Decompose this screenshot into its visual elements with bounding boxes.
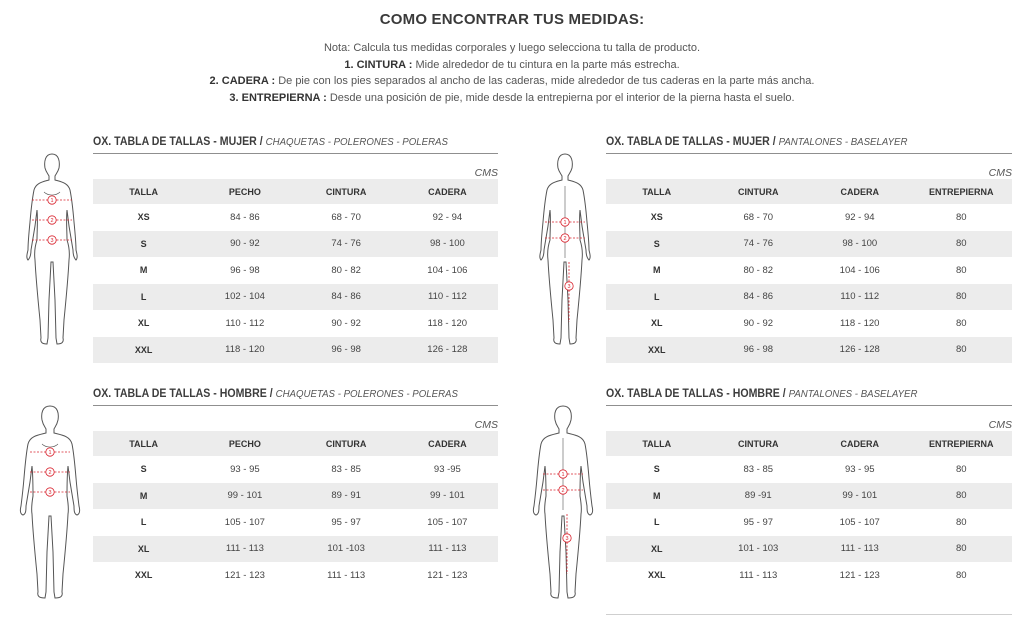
section-title: OX. TABLA DE TALLAS - MUJER / PANTALONES - BASELAYER — [606, 136, 908, 148]
step-waist: 1. CINTURA : Mide alrededor de tu cintura en la parte más estrecha. — [344, 58, 680, 71]
step-inseam: 3. ENTREPIERNA : Desde una posición de pie, mide desde la entrepierna por el interior de la pierna hasta el suelo. — [229, 91, 795, 104]
table-row — [606, 509, 1012, 536]
value-cell: 118 - 120 — [194, 337, 295, 364]
value-cell: 68 - 70 — [331, 211, 361, 223]
value-cell: 74 - 76 — [296, 231, 397, 258]
size-cell: XL — [137, 318, 150, 329]
table-row — [606, 536, 1012, 563]
unit-label: CMS — [474, 419, 498, 431]
value-cell: 110 - 112 — [397, 284, 498, 311]
marker-number: 1 — [563, 220, 567, 226]
table-row — [93, 456, 498, 483]
value-cell: 104 - 106 — [839, 264, 880, 276]
column-header: CADERA — [809, 179, 911, 204]
size-cell: M — [606, 483, 708, 510]
body-outline-icon — [533, 150, 597, 350]
column-header: CINTURA — [708, 179, 810, 204]
value-cell: 118 - 120 — [840, 317, 880, 329]
section-title: OX. TABLA DE TALLAS - HOMBRE / PANTALONES - BASELAYER — [606, 388, 918, 400]
table-row — [93, 284, 498, 311]
table-row — [93, 483, 498, 510]
value-cell: 126 - 128 — [809, 337, 911, 364]
value-cell: 118 - 120 — [427, 317, 468, 329]
value-cell: 90 - 92 — [331, 317, 361, 329]
value-cell: 84 - 86 — [296, 284, 397, 311]
bottom-divider — [606, 614, 1012, 615]
value-cell: 126 - 128 — [397, 337, 498, 364]
size-cell: XL — [650, 318, 663, 329]
body-silhouette — [20, 406, 79, 598]
step-hip: 2. CADERA : De pie con los pies separados al ancho de las caderas, mide alrededor de tus caderas en la parte más ancha. — [209, 75, 815, 87]
section-title: OX. TABLA DE TALLAS - MUJER / CHAQUETAS - POLERONES - POLERAS — [93, 136, 448, 148]
value-cell: 93 - 95 — [230, 463, 260, 475]
table-row — [606, 284, 1012, 311]
value-cell: 98 - 100 — [397, 231, 498, 258]
table-row — [606, 310, 1012, 337]
size-cell: XXL — [93, 337, 194, 364]
value-cell: 121 - 123 — [224, 569, 265, 581]
size-cell: XL — [93, 536, 194, 563]
body-outline-icon — [531, 402, 595, 602]
value-cell: 95 - 97 — [331, 516, 361, 528]
body-silhouette — [27, 154, 77, 344]
column-header: CINTURA — [296, 179, 397, 204]
unit-label: CMS — [988, 167, 1012, 179]
size-cell: M — [139, 265, 148, 276]
note-line: Nota: Calcula tus medidas corporales y luego selecciona tu talla de producto. — [323, 42, 701, 54]
value-cell: 90 - 92 — [194, 231, 295, 258]
value-cell: 80 — [955, 463, 967, 475]
column-header: TALLA — [93, 431, 194, 456]
female-front-figure — [20, 150, 84, 350]
marker-number: 2 — [48, 470, 52, 476]
value-cell: 93 - 95 — [844, 463, 875, 475]
value-cell: 96 - 98 — [230, 264, 260, 276]
value-cell: 96 - 98 — [296, 337, 397, 364]
marker-number: 3 — [48, 490, 52, 496]
header-row — [93, 431, 498, 456]
marker-number: 1 — [50, 198, 54, 204]
marker-number: 1 — [48, 450, 52, 456]
column-header: TALLA — [93, 179, 194, 204]
value-cell: 111 - 113 — [397, 536, 498, 563]
size-cell: XXL — [647, 570, 666, 581]
value-cell: 89 -91 — [708, 483, 810, 510]
marker-number: 2 — [561, 488, 565, 494]
section-divider — [93, 153, 498, 154]
table-row — [93, 509, 498, 536]
marker-number: 3 — [567, 284, 571, 290]
body-outline-icon — [18, 402, 82, 602]
value-cell: 80 — [955, 317, 967, 329]
size-table — [93, 179, 498, 363]
column-header: PECHO — [194, 431, 295, 456]
value-cell: 80 — [955, 569, 967, 581]
column-header: TALLA — [606, 431, 708, 456]
size-cell: XXL — [134, 570, 153, 581]
size-cell: S — [93, 231, 194, 258]
table-row — [606, 204, 1012, 231]
header-row — [93, 179, 498, 204]
column-header: CINTURA — [296, 431, 397, 456]
page-title: COMO ENCONTRAR TUS MEDIDAS: — [379, 11, 645, 28]
value-cell: 105 - 107 — [839, 516, 880, 528]
value-cell: 92 - 94 — [432, 211, 463, 223]
section-divider — [606, 405, 1012, 406]
size-cell: XL — [606, 536, 708, 563]
value-cell: 96 - 98 — [708, 337, 810, 364]
column-header: CADERA — [809, 431, 911, 456]
column-header: TALLA — [606, 179, 708, 204]
size-cell: L — [93, 284, 194, 311]
value-cell: 80 — [911, 284, 1013, 311]
value-cell: 99 - 101 — [194, 483, 295, 510]
value-cell: 80 — [911, 536, 1013, 563]
size-table — [606, 179, 1012, 363]
value-cell: 89 - 91 — [296, 483, 397, 510]
value-cell: 90 - 92 — [743, 317, 774, 329]
value-cell: 102 - 104 — [194, 284, 295, 311]
value-cell: 80 — [911, 337, 1013, 364]
value-cell: 98 - 100 — [809, 231, 911, 258]
measurement-notes — [0, 40, 1024, 106]
section-divider — [606, 153, 1012, 154]
size-cell: L — [654, 517, 660, 528]
table-row — [93, 562, 498, 589]
value-cell: 68 - 70 — [743, 211, 774, 223]
column-header: CADERA — [397, 431, 498, 456]
value-cell: 99 - 101 — [809, 483, 911, 510]
size-table — [606, 431, 1012, 589]
table-row — [93, 337, 498, 364]
value-cell: 83 - 85 — [743, 463, 774, 475]
value-cell: 111 - 113 — [327, 569, 366, 581]
size-cell: L — [140, 517, 147, 528]
male-front-figure — [18, 402, 82, 602]
size-cell: XXL — [606, 337, 708, 364]
value-cell: 111 - 113 — [739, 569, 778, 581]
size-table — [93, 431, 498, 589]
size-cell: S — [140, 464, 147, 475]
table-row — [606, 337, 1012, 364]
size-cell: S — [653, 464, 660, 475]
column-header: PECHO — [194, 179, 295, 204]
header-row — [606, 179, 1012, 204]
female-back-figure — [533, 150, 597, 350]
value-cell: 80 — [955, 516, 967, 528]
value-cell: 74 - 76 — [708, 231, 810, 258]
value-cell: 80 — [955, 264, 967, 276]
value-cell: 93 -95 — [433, 463, 461, 475]
table-row — [606, 257, 1012, 284]
unit-label: CMS — [988, 419, 1012, 431]
table-row — [93, 257, 498, 284]
section-title: OX. TABLA DE TALLAS - HOMBRE / CHAQUETAS - POLERONES - POLERAS — [93, 388, 458, 400]
size-cell: XS — [650, 212, 663, 223]
table-row — [93, 310, 498, 337]
value-cell: 110 - 112 — [809, 284, 911, 311]
value-cell: 80 — [911, 483, 1013, 510]
size-cell: XS — [137, 212, 150, 223]
value-cell: 95 - 97 — [743, 516, 774, 528]
value-cell: 111 - 113 — [194, 536, 295, 563]
column-header: ENTREPIERNA — [911, 179, 1013, 204]
unit-label: CMS — [474, 167, 498, 179]
value-cell: 83 - 85 — [331, 463, 361, 475]
value-cell: 101 -103 — [296, 536, 397, 563]
value-cell: 101 - 103 — [708, 536, 810, 563]
column-header: CADERA — [397, 179, 498, 204]
value-cell: 121 - 123 — [839, 569, 880, 581]
size-cell: L — [606, 284, 708, 311]
table-row — [606, 483, 1012, 510]
value-cell: 105 - 107 — [427, 516, 468, 528]
value-cell: 99 - 101 — [397, 483, 498, 510]
header-row — [606, 431, 1012, 456]
value-cell: 92 - 94 — [844, 211, 875, 223]
marker-number: 2 — [563, 236, 567, 242]
size-cell: S — [606, 231, 708, 258]
size-cell: M — [93, 483, 194, 510]
marker-number: 3 — [50, 238, 54, 244]
value-cell: 121 - 123 — [427, 569, 468, 581]
table-row — [606, 231, 1012, 258]
column-header: CINTURA — [708, 431, 810, 456]
table-row — [606, 562, 1012, 589]
value-cell: 80 — [911, 231, 1013, 258]
marker-number: 3 — [565, 536, 569, 542]
male-back-figure — [531, 402, 595, 602]
value-cell: 111 - 113 — [809, 536, 911, 563]
table-row — [93, 536, 498, 563]
value-cell: 84 - 86 — [230, 211, 260, 223]
table-row — [93, 204, 498, 231]
table-row — [606, 456, 1012, 483]
section-divider — [93, 405, 498, 406]
marker-number: 2 — [50, 218, 54, 224]
marker-number: 1 — [561, 472, 565, 478]
column-header: ENTREPIERNA — [911, 431, 1013, 456]
value-cell: 104 - 106 — [427, 264, 468, 276]
value-cell: 84 - 86 — [708, 284, 810, 311]
table-row — [93, 231, 498, 258]
value-cell: 105 - 107 — [224, 516, 265, 528]
body-outline-icon — [20, 150, 84, 350]
value-cell: 80 - 82 — [743, 264, 774, 276]
value-cell: 80 - 82 — [331, 264, 361, 276]
value-cell: 80 — [955, 211, 967, 223]
size-cell: M — [653, 265, 661, 276]
value-cell: 110 - 112 — [225, 317, 265, 329]
